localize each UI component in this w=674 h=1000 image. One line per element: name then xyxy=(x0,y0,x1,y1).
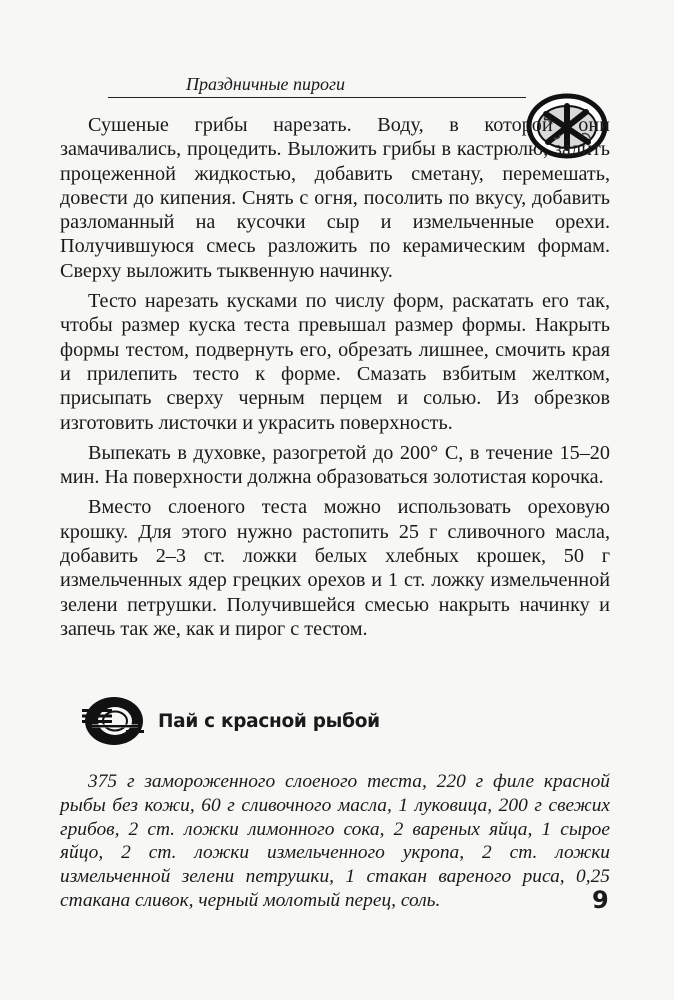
utensils-plate-icon xyxy=(82,695,146,747)
header-rule xyxy=(108,97,526,98)
ingredients-text: 375 г замороженного слоеного теста, 220 г филе красной рыбы без кожи, 60 г сливочного масла, 1 луковица, 200 г свежих грибов, 2 ст. ложки лимонного сока, 2 вареных яйца, 1 сырое яйцо, 2 ст. ложки измельченного укропа, 2 ст. ложки измельченной зелени петрушки, 1 стакан вареного риса, 0,25 стакана сливок, черный молотый перец, соль. xyxy=(60,771,610,911)
paragraph: Сушеные грибы нарезать. Воду, в которой они замачивались, процедить. Выложить грибы в кастрюлю, залить процеженной жидкостью, добавить сметану, перемешать, довести до кипения. Снять с огня, посолить по вкусу, добавить разломанный на кусочки сыр и измельченные орехи. Получившуюся смесь разложить по керамическим формам. Сверху выложить тыквенную начинку. xyxy=(60,114,610,282)
recipe-heading xyxy=(82,695,380,747)
body-text xyxy=(60,113,610,647)
ingredients-list xyxy=(60,770,610,913)
paragraph: Вместо слоеного теста можно использовать ореховую крошку. Для этого нужно растопить 25 г сливочного масла, добавить 2–3 ст. ложки белых хлебных крошек, 50 г измельченных ядер грецких орехов и 1 ст. ложку измельченной зелени петрушки. Получившейся смесью накрыть начинку и запечь так же, как и пирог с тестом. xyxy=(60,496,610,640)
page-number: 9 xyxy=(592,886,609,914)
recipe-title: Пай с красной рыбой xyxy=(158,710,380,732)
running-header: Праздничные пироги xyxy=(186,74,346,94)
paragraph: Выпекать в духовке, разогретой до 200° С, в течение 15–20 мин. На поверхности должна образоваться золотистая корочка. xyxy=(60,441,610,489)
paragraph: Тесто нарезать кусками по числу форм, раскатать его так, чтобы размер куска теста превышал размер формы. Накрыть формы тестом, подвернуть его, обрезать лишнее, смочить края и прилепить тесто к форме. Смазать взбитым желтком, присыпать сверху черным перцем и солью. Из обрезков изготовить листочки и украсить поверхность. xyxy=(60,290,610,434)
